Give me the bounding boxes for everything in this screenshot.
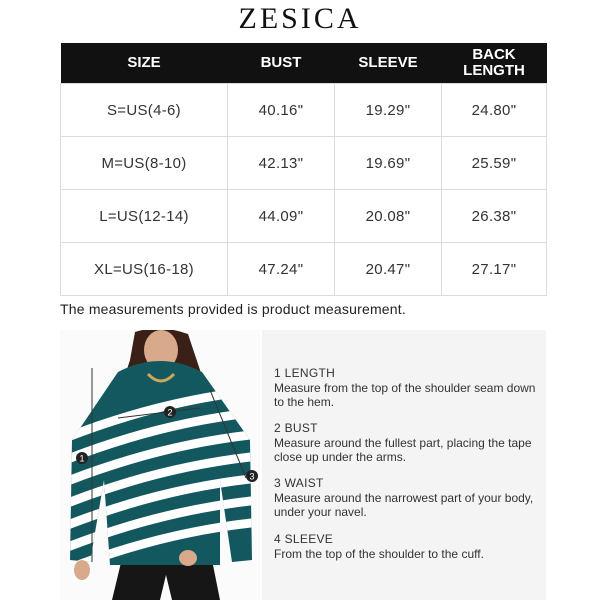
guide-waist-title: 3 WAIST <box>274 476 324 490</box>
right-hand-shape <box>179 550 197 566</box>
bust-cell: 40.16" <box>228 84 335 137</box>
back-length-cell: 27.17" <box>442 243 547 296</box>
size-cell: L=US(12-14) <box>61 190 228 243</box>
guide-bust <box>274 421 539 465</box>
sleeve-cell: 19.29" <box>335 84 442 137</box>
guide-waist <box>274 476 539 520</box>
table-header-row <box>61 43 547 84</box>
guide-bust-title: 2 BUST <box>274 421 318 435</box>
header-back-length-label: BACK LENGTH <box>463 46 525 79</box>
model-photo <box>60 330 260 600</box>
striped-sweater-illustration <box>60 330 260 600</box>
table-row <box>61 243 547 296</box>
back-length-cell: 26.38" <box>442 190 547 243</box>
guide-sleeve <box>274 532 539 561</box>
guide-bust-text: Measure around the fullest part, placing the tape close up under the arms. <box>274 435 532 464</box>
header-sleeve: SLEEVE <box>335 43 442 84</box>
size-cell: XL=US(16-18) <box>61 243 228 296</box>
size-cell: S=US(4-6) <box>61 84 228 137</box>
guide-waist-text: Measure around the narrowest part of your body, under your navel. <box>274 490 534 519</box>
sweater-shape <box>60 330 260 600</box>
sleeve-cell: 20.47" <box>335 243 442 296</box>
measurement-guide-panel <box>262 330 546 600</box>
bust-cell: 47.24" <box>228 243 335 296</box>
table-row <box>61 190 547 243</box>
measurement-note: The measurements provided is product measurement. <box>60 301 406 317</box>
guide-length-title: 1 LENGTH <box>274 366 336 380</box>
guide-length-text: Measure from the top of the shoulder seam down to the hem. <box>274 380 536 409</box>
marker-3 <box>246 470 258 482</box>
sleeve-cell: 20.08" <box>335 190 442 243</box>
back-length-cell: 25.59" <box>442 137 547 190</box>
brand-logo: ZESICA <box>238 2 362 35</box>
table-row <box>61 137 547 190</box>
header-back-length <box>442 43 547 84</box>
back-length-cell: 24.80" <box>442 84 547 137</box>
header-size: SIZE <box>61 43 228 84</box>
marker-1 <box>76 452 88 464</box>
marker-1-label: 1 <box>79 453 85 464</box>
marker-2-label: 2 <box>167 407 173 418</box>
guide-sleeve-title: 4 SLEEVE <box>274 532 334 546</box>
header-bust: BUST <box>228 43 335 84</box>
guide-length <box>274 366 539 410</box>
left-hand-shape <box>74 560 90 580</box>
table-row <box>61 84 547 137</box>
guide-sleeve-text: From the top of the shoulder to the cuff. <box>274 546 484 561</box>
sleeve-cell: 19.69" <box>335 137 442 190</box>
marker-3-label: 3 <box>249 471 255 482</box>
marker-2 <box>164 406 176 418</box>
bust-cell: 44.09" <box>228 190 335 243</box>
size-cell: M=US(8-10) <box>61 137 228 190</box>
size-chart-table <box>60 43 547 296</box>
bust-cell: 42.13" <box>228 137 335 190</box>
